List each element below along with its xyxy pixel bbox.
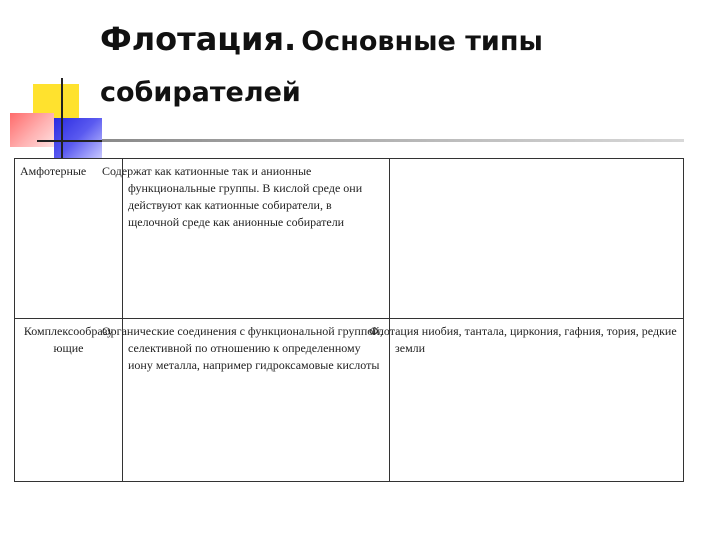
collector-description-cell — [102, 159, 390, 319]
title-divider — [102, 139, 684, 142]
title-subtitle-part1: Основные типы — [301, 26, 543, 57]
collector-description: Содержат как катионные так и анионные функциональные группы. В кислой среде они действуют как катионные собиратели, в щелочной среде как анионные собиратели — [102, 164, 363, 229]
slide-title — [100, 16, 700, 116]
collector-description-cell — [102, 319, 390, 482]
title-main: Флотация. — [100, 20, 297, 58]
collector-application-cell — [369, 319, 684, 482]
table-row — [15, 159, 684, 319]
collector-application-cell — [390, 159, 684, 319]
collector-type: Амфотерные — [20, 164, 87, 178]
title-subtitle-part2: собирателей — [100, 77, 301, 108]
decorative-horizontal-line — [37, 140, 111, 142]
decorative-vertical-line — [61, 78, 63, 158]
collector-type: Комплексообразующие — [23, 324, 114, 355]
table-row — [15, 319, 684, 482]
collector-application: Флотация ниобия, тантала, циркония, гафния, тория, редкие земли — [369, 324, 677, 355]
collectors-table — [14, 158, 684, 482]
collector-type-cell — [15, 159, 123, 319]
collector-type-cell — [15, 319, 123, 482]
collector-description: Органические соединения с функциональной группой, селективной по отношению к определенному иону металла, например гидроксамовые кислоты — [102, 324, 383, 372]
